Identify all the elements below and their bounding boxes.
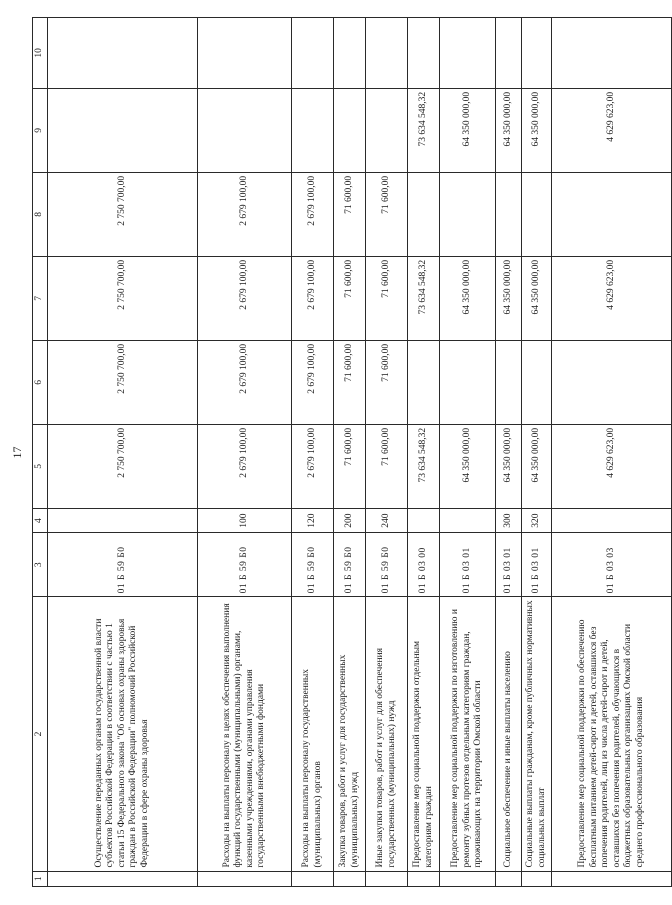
- amount-cell-10: [522, 18, 552, 89]
- amount-cell-8: [496, 172, 522, 256]
- target-code-cell: 01 Б 03 01: [440, 533, 496, 597]
- amount-cell-9: [48, 88, 198, 172]
- amount-cell-6: 2 750 700,00: [48, 340, 198, 424]
- column-header: 7: [33, 256, 48, 340]
- column-header: 3: [33, 533, 48, 597]
- expense-type-cell: 320: [522, 508, 552, 532]
- expense-name-cell: Предоставление мер социальной поддержки отдельным категориям граждан: [408, 597, 440, 871]
- budget-table: [32, 17, 672, 887]
- amount-cell-8: 2 679 100,00: [198, 172, 292, 256]
- amount-cell-7: 2 750 700,00: [48, 256, 198, 340]
- table-row: [292, 18, 334, 887]
- expense-name-cell: Иные закупки товаров, работ и услуг для обеспечения государственных (муниципальных) нужд: [366, 597, 408, 871]
- amount-cell-9: 4 629 623,00: [552, 88, 672, 172]
- amount-cell-7: 2 679 100,00: [198, 256, 292, 340]
- table-row: [48, 18, 198, 887]
- target-code-cell: 01 Б 03 03: [552, 533, 672, 597]
- expense-type-cell: [552, 508, 672, 532]
- amount-cell-8: 71 600,00: [334, 172, 366, 256]
- amount-cell-6: 71 600,00: [334, 340, 366, 424]
- target-code-cell: 01 Б 03 01: [496, 533, 522, 597]
- column-number-row: [33, 18, 48, 887]
- amount-cell-7: 64 350 000,00: [496, 256, 522, 340]
- row-number-cell: [366, 871, 408, 886]
- amount-cell-7: 2 679 100,00: [292, 256, 334, 340]
- amount-cell-9: [366, 88, 408, 172]
- expense-type-cell: 300: [496, 508, 522, 532]
- amount-cell-9: 64 350 000,00: [522, 88, 552, 172]
- table-row: [334, 18, 366, 887]
- amount-cell-6: [496, 340, 522, 424]
- row-number-cell: [334, 871, 366, 886]
- target-code-cell: 01 Б 03 00: [408, 533, 440, 597]
- column-header: 1: [33, 871, 48, 886]
- row-number-cell: [408, 871, 440, 886]
- amount-cell-9: [334, 88, 366, 172]
- expense-type-cell: [440, 508, 496, 532]
- table-row: [408, 18, 440, 887]
- expense-type-cell: 120: [292, 508, 334, 532]
- amount-cell-9: 73 634 548,32: [408, 88, 440, 172]
- amount-cell-10: [366, 18, 408, 89]
- amount-cell-8: [522, 172, 552, 256]
- target-code-cell: 01 Б 59 Б0: [334, 533, 366, 597]
- expense-name-cell: Расходы на выплаты персоналу в целях обеспечения выполнения функций государственными (муниципальными) органами, казенными учреждениями, органами управления государственными внебюджетными фондами: [198, 597, 292, 871]
- amount-cell-7: 73 634 548,32: [408, 256, 440, 340]
- target-code-cell: 01 Б 59 Б0: [292, 533, 334, 597]
- amount-cell-5: 71 600,00: [334, 424, 366, 508]
- column-header: 8: [33, 172, 48, 256]
- column-header: 6: [33, 340, 48, 424]
- amount-cell-7: 64 350 000,00: [522, 256, 552, 340]
- amount-cell-10: [408, 18, 440, 89]
- amount-cell-5: 71 600,00: [366, 424, 408, 508]
- target-code-cell: 01 Б 59 Б0: [48, 533, 198, 597]
- row-number-cell: [48, 871, 198, 886]
- amount-cell-10: [198, 18, 292, 89]
- amount-cell-7: 71 600,00: [366, 256, 408, 340]
- amount-cell-6: 2 679 100,00: [198, 340, 292, 424]
- table-row: [552, 18, 672, 887]
- amount-cell-8: 71 600,00: [366, 172, 408, 256]
- amount-cell-5: 64 350 000,00: [496, 424, 522, 508]
- amount-cell-10: [292, 18, 334, 89]
- row-number-cell: [198, 871, 292, 886]
- expense-type-cell: 200: [334, 508, 366, 532]
- amount-cell-9: [198, 88, 292, 172]
- amount-cell-7: 71 600,00: [334, 256, 366, 340]
- column-header: 2: [33, 597, 48, 871]
- table-row: [522, 18, 552, 887]
- row-number-cell: [552, 871, 672, 886]
- amount-cell-5: 2 679 100,00: [198, 424, 292, 508]
- amount-cell-6: [440, 340, 496, 424]
- amount-cell-5: 2 679 100,00: [292, 424, 334, 508]
- expense-name-cell: Предоставление мер социальной поддержки по обеспечению бесплатным питанием детей-сирот и детей, оставшихся без попечения родителей, лиц из числа детей-сирот и детей, оставшихся без попечения родителей, обучающихся в бюджетных образовательных организациях Омской области среднего профессионального образования: [552, 597, 672, 871]
- column-header: 10: [33, 18, 48, 89]
- expense-type-cell: [408, 508, 440, 532]
- amount-cell-8: [552, 172, 672, 256]
- row-number-cell: [522, 871, 552, 886]
- amount-cell-5: 64 350 000,00: [440, 424, 496, 508]
- row-number-cell: [292, 871, 334, 886]
- expense-type-cell: 100: [198, 508, 292, 532]
- amount-cell-6: [522, 340, 552, 424]
- table-row: [496, 18, 522, 887]
- amount-cell-6: [408, 340, 440, 424]
- target-code-cell: 01 Б 59 Б0: [366, 533, 408, 597]
- row-number-cell: [496, 871, 522, 886]
- table-row: [440, 18, 496, 887]
- table-row: [366, 18, 408, 887]
- expense-type-cell: 240: [366, 508, 408, 532]
- amount-cell-5: 4 629 623,00: [552, 424, 672, 508]
- amount-cell-5: 64 350 000,00: [522, 424, 552, 508]
- expense-name-cell: Осуществление переданных органам государственной власти субъектов Российской Федерации в соответствии с частью 1 статьи 15 Федерального закона "Об основах охраны здоровья граждан в Российской Федерации" полномочий Российской Федерации в сфере охраны здоровья: [48, 597, 198, 871]
- expense-type-cell: [48, 508, 198, 532]
- amount-cell-7: 4 629 623,00: [552, 256, 672, 340]
- amount-cell-7: 64 350 000,00: [440, 256, 496, 340]
- column-header: 4: [33, 508, 48, 532]
- row-number-cell: [440, 871, 496, 886]
- amount-cell-8: 2 750 700,00: [48, 172, 198, 256]
- expense-name-cell: Предоставление мер социальной поддержки по изготовлению и ремонту зубных протезов отдельным категориям граждан, проживающих на территории Омской области: [440, 597, 496, 871]
- target-code-cell: 01 Б 03 01: [522, 533, 552, 597]
- amount-cell-10: [440, 18, 496, 89]
- expense-name-cell: Расходы на выплаты персоналу государственных (муниципальных) органов: [292, 597, 334, 871]
- amount-cell-8: [440, 172, 496, 256]
- amount-cell-10: [496, 18, 522, 89]
- amount-cell-10: [552, 18, 672, 89]
- expense-name-cell: Социальные выплаты гражданам, кроме публичных нормативных социальных выплат: [522, 597, 552, 871]
- amount-cell-8: [408, 172, 440, 256]
- expense-name-cell: Закупка товаров, работ и услуг для государственных (муниципальных) нужд: [334, 597, 366, 871]
- amount-cell-9: [292, 88, 334, 172]
- amount-cell-6: 71 600,00: [366, 340, 408, 424]
- table-row: [198, 18, 292, 887]
- amount-cell-8: 2 679 100,00: [292, 172, 334, 256]
- page-number: 17: [10, 446, 24, 459]
- column-header: 9: [33, 88, 48, 172]
- amount-cell-9: 64 350 000,00: [496, 88, 522, 172]
- amount-cell-5: 73 634 548,32: [408, 424, 440, 508]
- amount-cell-10: [334, 18, 366, 89]
- amount-cell-6: 2 679 100,00: [292, 340, 334, 424]
- target-code-cell: 01 Б 59 Б0: [198, 533, 292, 597]
- column-header: 5: [33, 424, 48, 508]
- amount-cell-10: [48, 18, 198, 89]
- expense-name-cell: Социальное обеспечение и иные выплаты населению: [496, 597, 522, 871]
- amount-cell-6: [552, 340, 672, 424]
- amount-cell-9: 64 350 000,00: [440, 88, 496, 172]
- amount-cell-5: 2 750 700,00: [48, 424, 198, 508]
